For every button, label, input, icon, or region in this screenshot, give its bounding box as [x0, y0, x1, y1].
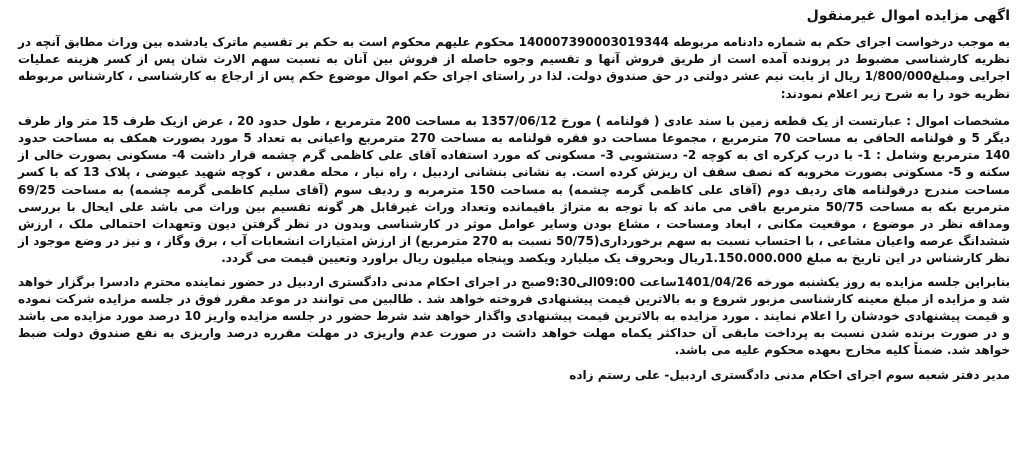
auction-session-paragraph: بنابراین جلسه مزایده به روز یکشنبه مورخه 1401/04/26ساعت 09:00الی9:30صبح در اجرای احکام مدنی دادگستری اردبیل در حضور نماینده محترم دادسرا برگزار خواهد شد و مزایده از مبلغ معینه کارشناسی مزبور شروع و به بالاترین قیمت پیشنهادی فروخته خواهد شد . طالبین می توانند در موعد مقرر فوق در جلسه مزایده شرکت نموده و قیمت پیشنهادی خودشان را اعلام نمایند . مورد مزایده به بالاترین قیمت پیشنهادی واگذار خواهد شد شرط حضور در جلسه مزایده واریز 10 درصد مورد مزایده می باشد و در صورت برنده شدن نسبت به پرداخت مابقی آن حداکثر یکماه مهلت خواهد داشت در صورت عدم واریزی در مهلت مقرره درصد واریزی به نفع صندوق دولت ضبط خواهد شد. ضمناً کلیه مخارج بعهده محکوم علیه می باشد. — [18, 274, 1010, 358]
intro-paragraph: به موجب درخواست اجرای حکم به شماره دادنامه مربوطه 140007390003019344 محکوم علیهم محکوم است به حکم بر تقسیم ماترک یادشده بین وراث مطابق آنچه در نظریه کارشناسی مضبوط در پرونده آمده است از طریق فروش آنها و تقسیم وجوه حاصله از فروش بین آنان به نسبت سهم الارث شان پس از کسر هزینه عملیات اجرایی ومبلغ1/800/000 ریال از بابت نیم عشر دولتی در حق صندوق دولت. لذا در راستای اجرای حکم اموال موضوع حکم پس از ارجاع به کارشناسی ، کارشناس مربوطه نظریه خود را به شرح زیر اعلام نمودند: — [18, 35, 1011, 101]
signature-line: مدیر دفتر شعبه سوم اجرای احکام مدنی دادگستری اردبیل- علی رستم زاده — [569, 367, 1010, 382]
notice-title: اگهی مزایده اموال غیرمنقول — [806, 8, 1010, 24]
property-specs-paragraph: مشخصات اموال : عبارتست از یک قطعه زمین با سند عادی ( قولنامه ) مورخ 1357/06/12 به مساحت 200 مترمربع ، طول حدود 20 ، عرض ازیک طرف 15 متر واز طرف دیگر 5 و قولنامه الحاقی به مساحت 70 مترمربع ، مجموعا مساحت دو فقره قولنامه به مساحت 270 مترمربع واعیانی به تعداد 5 مورد بصورت همکف به مساحت حدود 140 مترمربع وشامل : 1- با درب کرکره ای به کوچه 2- دستشویی 3- مسکونی که مورد استفاده آقای علی کاظمی گرم چشمه قرار داشت 4- مسکونی بصورت خالی از سکنه و 5- مسکونی بصورت مخروبه که نصف سقف ان ریزش کرده است. به نشانی بنشانی اردبیل ، راه نیار ، محله مقدس ، کوچه شهید عیوضی ، پلاک 13 که با کسر مساحت مندرج درقولنامه های ردیف دوم (آقای علی کاظمی گرمه چشمه) به مساحت 150 مترمربه و ردیف سوم (آقای سلیم کاظمی گرمه چشمه) به مساحت 69/25 مترمربع بکه به مساحت 50/75 مترمربع باقی می ماند که با توجه به متراژ باقیمانده وتعداد وراث غیرقابل هر گونه تقسیم بین وراث می باشد علی ایحال با بررسی ومداقه نظر در موضوع ، موقعیت مکانی ، ابعاد ومساحت ، مشاع بودن وسایر عوامل موثر در کارشناسی وبدون در نظر گرفتن دیون وتعهدات احتمالی ملک ، ارزش ششدانگ عرصه واعیان مشاعی ، با احتساب نسبت به سهم برخورداری(50/75 نسبت به 270 مترمربع) از ارزش امتیازات انشعابات آب ، برق وگاز ، و نیز در وضع موجود از نظر کارشناس در این تاریخ به مبلغ 1.150.000.000ریال وبحروف یک میلیارد ویکصد وپنجاه میلیون ریال براورد وتعیین قیمت می گردد. — [18, 113, 1011, 266]
